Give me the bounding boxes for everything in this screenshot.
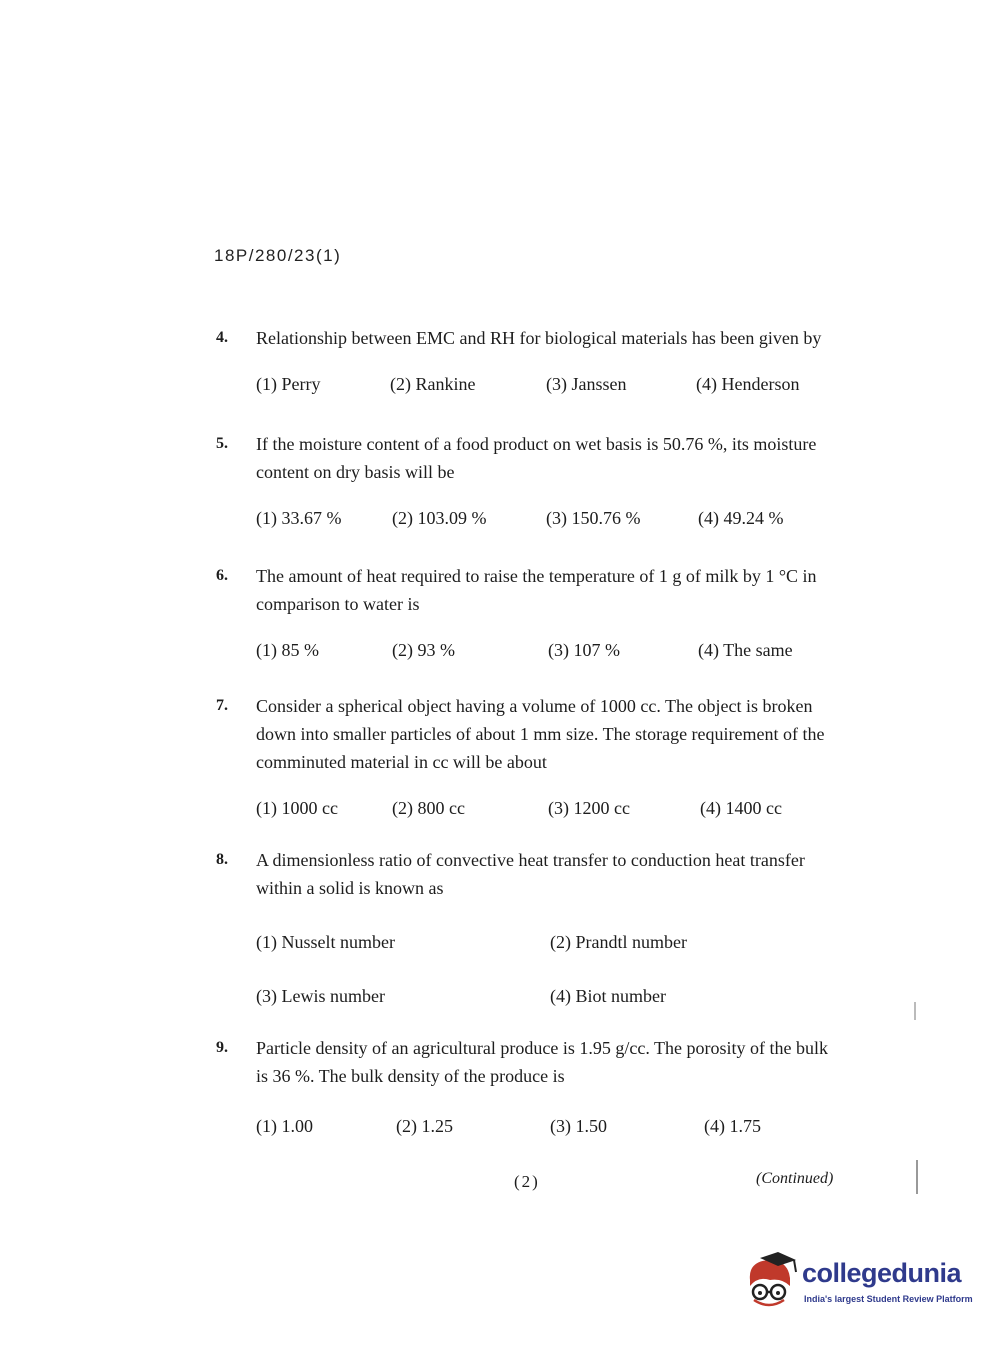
option-1: (1) 1.00 xyxy=(256,1116,313,1136)
paper-code: 18P/280/23(1) xyxy=(214,246,342,265)
question-number: 8. xyxy=(216,851,228,868)
question-7 xyxy=(216,692,840,776)
question-4 xyxy=(216,324,840,352)
option-2: (2) 800 cc xyxy=(392,798,465,818)
option-2: (2) Rankine xyxy=(390,374,476,394)
question-text: A dimensionless ratio of convective heat transfer to conduction heat transfer within a solid is known as xyxy=(256,850,805,898)
options-5 xyxy=(256,508,840,536)
question-8 xyxy=(216,846,840,902)
scan-edge-mark xyxy=(916,1160,918,1194)
option-3: (3) Janssen xyxy=(546,374,627,394)
question-9 xyxy=(216,1034,840,1090)
question-number: 5. xyxy=(216,435,228,452)
question-text: The amount of heat required to raise the temperature of 1 g of milk by 1 °C in comparison to water is xyxy=(256,566,817,614)
continued-label: (Continued) xyxy=(756,1170,834,1187)
question-text: Particle density of an agricultural produce is 1.95 g/cc. The porosity of the bulk is 36 %. The bulk density of the produce is xyxy=(256,1038,829,1086)
question-text: Relationship between EMC and RH for biological materials has been given by xyxy=(256,328,822,348)
question-number: 7. xyxy=(216,697,228,714)
scan-edge-mark xyxy=(914,1002,916,1020)
option-1: (1) 33.67 % xyxy=(256,508,342,528)
option-1: (1) Perry xyxy=(256,374,321,394)
option-2: (2) 103.09 % xyxy=(392,508,487,528)
option-1: (1) 85 % xyxy=(256,640,319,660)
option-2: (2) 93 % xyxy=(392,640,455,660)
question-number: 4. xyxy=(216,329,228,346)
option-3: (3) Lewis number xyxy=(256,986,385,1006)
brand-name: collegedunia xyxy=(802,1258,962,1288)
option-3: (3) 150.76 % xyxy=(546,508,641,528)
option-4: (4) Biot number xyxy=(550,986,666,1006)
page-number: (2) xyxy=(514,1172,540,1191)
option-3: (3) 1200 cc xyxy=(548,798,630,818)
question-text: Consider a spherical object having a volume of 1000 cc. The object is broken down into smaller particles of about 1 mm size. The storage requirement of the comminuted material in cc will be about xyxy=(256,696,825,772)
question-5 xyxy=(216,430,840,486)
options-4 xyxy=(256,374,840,402)
brand-tagline: India's largest Student Review Platform xyxy=(804,1294,973,1304)
collegedunia-watermark xyxy=(742,1252,972,1312)
option-3: (3) 107 % xyxy=(548,640,620,660)
option-1: (1) 1000 cc xyxy=(256,798,338,818)
mascot-icon xyxy=(742,1252,800,1312)
option-4: (4) The same xyxy=(698,640,793,660)
options-9 xyxy=(256,1116,840,1144)
option-3: (3) 1.50 xyxy=(550,1116,607,1136)
question-number: 9. xyxy=(216,1039,228,1056)
option-4: (4) Henderson xyxy=(696,374,800,394)
option-1: (1) Nusselt number xyxy=(256,932,395,952)
option-4: (4) 1.75 xyxy=(704,1116,761,1136)
option-2: (2) Prandtl number xyxy=(550,932,687,952)
option-4: (4) 49.24 % xyxy=(698,508,784,528)
options-6 xyxy=(256,640,840,668)
question-text: If the moisture content of a food product on wet basis is 50.76 %, its moisture content on dry basis will be xyxy=(256,434,817,482)
options-7 xyxy=(256,798,840,826)
option-4: (4) 1400 cc xyxy=(700,798,782,818)
question-6 xyxy=(216,562,840,618)
option-2: (2) 1.25 xyxy=(396,1116,453,1136)
question-number: 6. xyxy=(216,567,228,584)
